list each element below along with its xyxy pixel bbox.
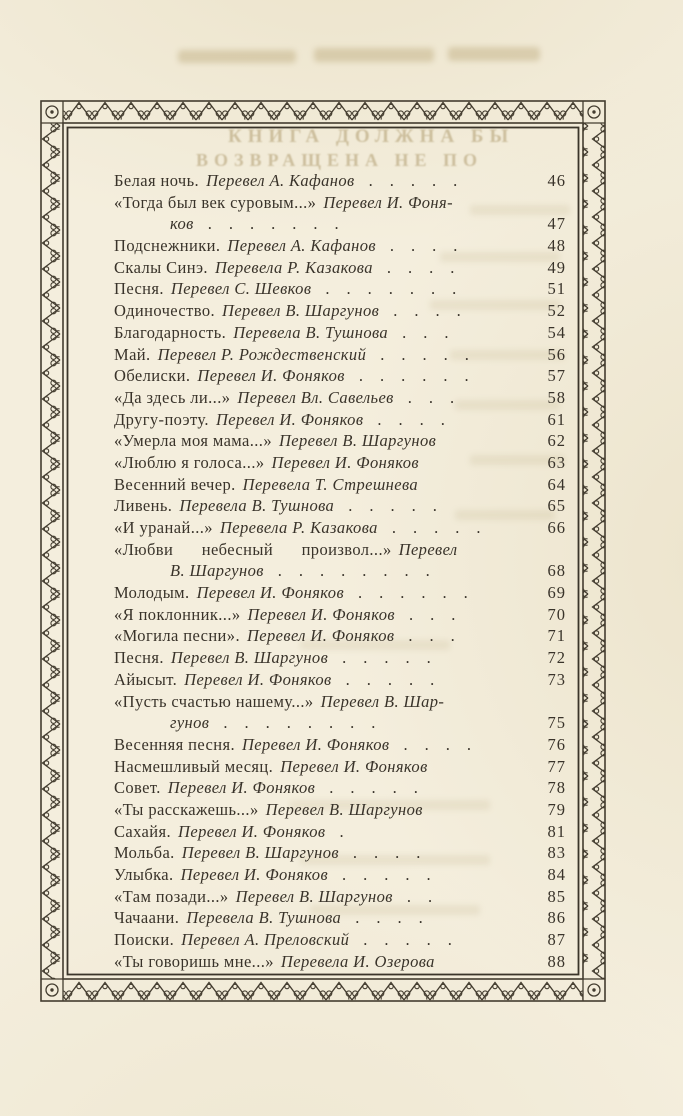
page-number: 68 <box>547 561 566 581</box>
entry-title: «Тогда был век суровым...» <box>114 192 317 212</box>
toc-entry <box>114 843 566 865</box>
entry-title: Молодым. <box>114 583 190 603</box>
border-band-top <box>63 101 583 123</box>
toc-entry <box>114 822 566 844</box>
circle-dot-icon <box>583 979 605 1001</box>
entry-translator: Перевел В. Шаргунов <box>265 799 423 819</box>
entry-translator: Перевела В. Тушнова <box>179 496 335 516</box>
entry-title: Благодарность. <box>114 322 227 342</box>
entry-translator: гунов <box>170 713 210 733</box>
page-number: 83 <box>547 843 566 863</box>
entry-translator: Перевел В. Шаргунов <box>235 886 393 906</box>
entry-translator: Перевел В. Шаргунов <box>181 843 339 863</box>
toc-entry <box>114 258 566 280</box>
entry-title: Мольба. <box>114 843 175 863</box>
page-number: 86 <box>547 908 566 928</box>
entry-title: «Я поклонник...» <box>114 604 241 624</box>
entry-title: Одиночество. <box>114 301 215 321</box>
toc-entry <box>114 475 566 497</box>
page-number: 52 <box>547 301 566 321</box>
border-band-left <box>41 123 63 979</box>
entry-title: «Да здесь ли...» <box>114 387 231 407</box>
entry-translator: ков <box>170 214 194 234</box>
entry-title: «Люблю я голоса...» <box>114 452 265 472</box>
toc-list <box>114 171 566 973</box>
dot-leader: ....... <box>207 214 356 234</box>
dot-leader: .... <box>355 908 440 928</box>
entry-title: Подснежники. <box>114 236 221 256</box>
page-number: 61 <box>547 409 566 429</box>
border-band-right <box>583 123 605 979</box>
dot-leader: .... <box>352 843 438 863</box>
circle-dot-icon <box>583 101 605 123</box>
entry-translator: Перевел В. Шаргунов <box>278 431 437 451</box>
toc-entry <box>114 388 566 410</box>
ghost-stamp-line-1: КНИГА ДОЛЖНА БЫ <box>228 126 515 147</box>
entry-translator: Перевел И. Фоняков <box>178 821 326 841</box>
toc-entry <box>114 193 566 215</box>
page-number: 87 <box>547 930 566 950</box>
entry-title: Поиски. <box>114 930 175 950</box>
dot-leader: ...... <box>358 583 485 603</box>
dot-leader: ........ <box>277 561 447 581</box>
entry-title: «Умерла моя мама...» <box>114 431 272 451</box>
dot-leader: ..... <box>329 778 435 798</box>
toc-entry <box>114 171 566 193</box>
dot-leader: ..... <box>348 496 454 516</box>
entry-translator: Перевел В. Шаргунов <box>222 301 380 321</box>
entry-translator: Перевел А. Преловский <box>181 930 350 950</box>
entry-translator: Перевел И. Фоня- <box>323 192 453 212</box>
entry-translator: Перевел И. Фоняков <box>184 669 332 689</box>
entry-title: Улыбка. <box>114 865 174 884</box>
dot-leader: ..... <box>342 648 448 668</box>
toc-entry <box>114 670 566 692</box>
toc-entry <box>114 908 566 930</box>
top-margin-bleed-smudge <box>448 47 540 61</box>
page-number: 75 <box>547 713 566 733</box>
page-number: 69 <box>547 583 566 603</box>
toc-entry <box>114 626 566 648</box>
entry-translator: Перевел А. Кафанов <box>227 236 376 256</box>
page-number: 58 <box>547 387 566 407</box>
page-number: 63 <box>547 452 566 472</box>
toc-entry <box>114 692 566 714</box>
toc-entry <box>114 540 566 562</box>
entry-translator: Перевел <box>398 539 458 559</box>
page-number: 84 <box>547 865 566 884</box>
page-number: 72 <box>547 648 566 668</box>
entry-translator: Перевел И. Фоняков <box>247 604 395 624</box>
dot-leader: .... <box>393 301 478 321</box>
entry-title: Весенний вечер. <box>114 474 236 494</box>
entry-translator: Перевел И. Фоняков <box>280 756 428 776</box>
entry-translator: Перевела И. Озерова <box>280 951 435 971</box>
page-number: 70 <box>547 604 566 624</box>
entry-translator: Перевел В. Шаргунов <box>170 648 329 668</box>
page-number: 71 <box>547 626 566 646</box>
toc-entry <box>114 757 566 779</box>
toc-entry <box>114 778 566 800</box>
entry-title: Насмешливый месяц. <box>114 756 274 776</box>
page-number: 64 <box>547 474 566 494</box>
entry-title: Сахайя. <box>114 821 172 841</box>
toc-entry <box>114 713 566 735</box>
entry-title: «Могила песни». <box>114 626 240 646</box>
dot-leader: ..... <box>380 344 486 364</box>
page-number: 54 <box>547 322 566 342</box>
entry-translator: Перевел И. Фоняков <box>196 583 345 603</box>
dot-leader: ..... <box>368 171 475 190</box>
dot-leader: ... <box>402 322 466 342</box>
entry-title: Ливень. <box>114 496 173 516</box>
toc-entry <box>114 431 566 453</box>
ghost-stamp-line-2: ВОЗВРАЩЕНА НЕ ПО <box>196 150 483 170</box>
toc-entry <box>114 735 566 757</box>
page-number: 77 <box>547 756 566 776</box>
entry-translator: Перевел В. Шар- <box>320 691 445 711</box>
dot-leader: .... <box>389 236 475 256</box>
toc-entry <box>114 301 566 323</box>
toc-entry <box>114 236 566 258</box>
entry-title: Другу-поэту. <box>114 409 209 429</box>
dot-leader: .... <box>377 409 462 429</box>
page-number: 78 <box>547 778 566 798</box>
page-number: 81 <box>547 821 566 841</box>
entry-translator: Перевел А. Кафанов <box>206 171 355 190</box>
page-number: 47 <box>547 214 566 234</box>
toc-entry <box>114 453 566 475</box>
page-number: 66 <box>547 518 566 537</box>
page-number: 65 <box>547 496 566 516</box>
entry-title: Весенняя песня. <box>114 734 235 754</box>
circle-dot-icon <box>41 101 63 123</box>
toc-entry <box>114 865 566 887</box>
dot-leader: ... <box>408 604 473 624</box>
toc-entry <box>114 496 566 518</box>
toc-entry <box>114 366 566 388</box>
entry-title: Обелиски. <box>114 366 191 386</box>
entry-translator: Перевел И. Фоняков <box>167 778 316 798</box>
page-number: 85 <box>547 886 566 906</box>
entry-translator: Перевел И. Фоняков <box>241 734 390 754</box>
entry-translator: Перевел С. Шевков <box>170 279 312 299</box>
toc-entry <box>114 561 566 583</box>
entry-title: Песня. <box>114 279 164 299</box>
entry-translator: В. Шаргунов <box>170 561 264 581</box>
toc-entry <box>114 345 566 367</box>
page-number: 49 <box>547 257 566 277</box>
entry-title: Май. <box>114 344 151 364</box>
page-number: 79 <box>547 799 566 819</box>
entry-translator: Перевел И. Фоняков <box>197 366 345 386</box>
entry-translator: Перевел И. Фоняков <box>246 626 395 646</box>
entry-title: «Ты расскажешь...» <box>114 799 259 819</box>
toc-entry <box>114 887 566 909</box>
entry-title: Совет. <box>114 778 161 798</box>
entry-title: Айысыт. <box>114 669 178 689</box>
dot-leader: ........ <box>223 713 393 733</box>
dot-leader: . <box>339 821 361 841</box>
dot-leader: ..... <box>391 518 498 537</box>
dot-leader: ....... <box>325 279 474 299</box>
page-number: 76 <box>547 734 566 754</box>
toc-entry <box>114 518 566 540</box>
top-margin-bleed-smudge <box>314 48 434 62</box>
entry-title: «Там позади...» <box>114 886 229 906</box>
page-number: 62 <box>547 431 566 451</box>
toc-entry <box>114 648 566 670</box>
entry-translator: Перевел Р. Рождественский <box>157 344 367 364</box>
entry-title: «Ты говоришь мне...» <box>114 951 274 971</box>
page-number: 73 <box>547 669 566 689</box>
top-margin-bleed-smudge <box>178 50 296 63</box>
entry-translator: Перевела В. Тушнова <box>233 322 389 342</box>
entry-title: Чачаани. <box>114 908 180 928</box>
entry-title: «И уранай...» <box>114 518 213 537</box>
entry-translator: Перевела Р. Казакова <box>219 518 378 537</box>
toc-entry <box>114 800 566 822</box>
dot-leader: ... <box>407 387 472 407</box>
page-number: 48 <box>547 236 566 256</box>
page-number: 56 <box>547 344 566 364</box>
border-band-bottom <box>63 979 583 1001</box>
dot-leader: ...... <box>358 366 486 386</box>
toc-entry <box>114 583 566 605</box>
entry-title: «Пусть счастью нашему...» <box>114 691 314 711</box>
entry-title: «Любви небесный произвол...» <box>114 539 392 559</box>
toc-entry <box>114 214 566 236</box>
page-number: 51 <box>547 279 566 299</box>
toc-entry <box>114 952 566 974</box>
dot-leader: ..... <box>345 669 452 689</box>
dot-leader: ..... <box>363 930 469 950</box>
entry-title: Песня. <box>114 648 164 668</box>
page-number: 46 <box>547 171 566 190</box>
dot-leader: ..... <box>342 865 448 884</box>
entry-translator: Перевел И. Фоняков <box>180 865 329 884</box>
entry-translator: Перевела В. Тушнова <box>186 908 342 928</box>
entry-translator: Перевел И. Фоняков <box>215 409 364 429</box>
toc-entry <box>114 410 566 432</box>
dot-leader: ... <box>408 626 472 646</box>
toc-entry <box>114 605 566 627</box>
dot-leader: .. <box>406 886 450 906</box>
toc-entry <box>114 323 566 345</box>
toc-entry <box>114 279 566 301</box>
page-number: 88 <box>547 951 566 971</box>
entry-title: Скалы Синэ. <box>114 257 208 277</box>
toc-entry <box>114 930 566 952</box>
dot-leader: .... <box>403 734 488 754</box>
entry-translator: Перевела Р. Казакова <box>214 257 373 277</box>
dot-leader: .... <box>386 257 472 277</box>
entry-translator: Перевел И. Фоняков <box>271 452 419 472</box>
circle-dot-icon <box>41 979 63 1001</box>
entry-title: Белая ночь. <box>114 171 200 190</box>
entry-translator: Перевела Т. Стрешнева <box>242 474 419 494</box>
page-number: 57 <box>547 366 566 386</box>
entry-translator: Перевел Вл. Савельев <box>237 387 394 407</box>
